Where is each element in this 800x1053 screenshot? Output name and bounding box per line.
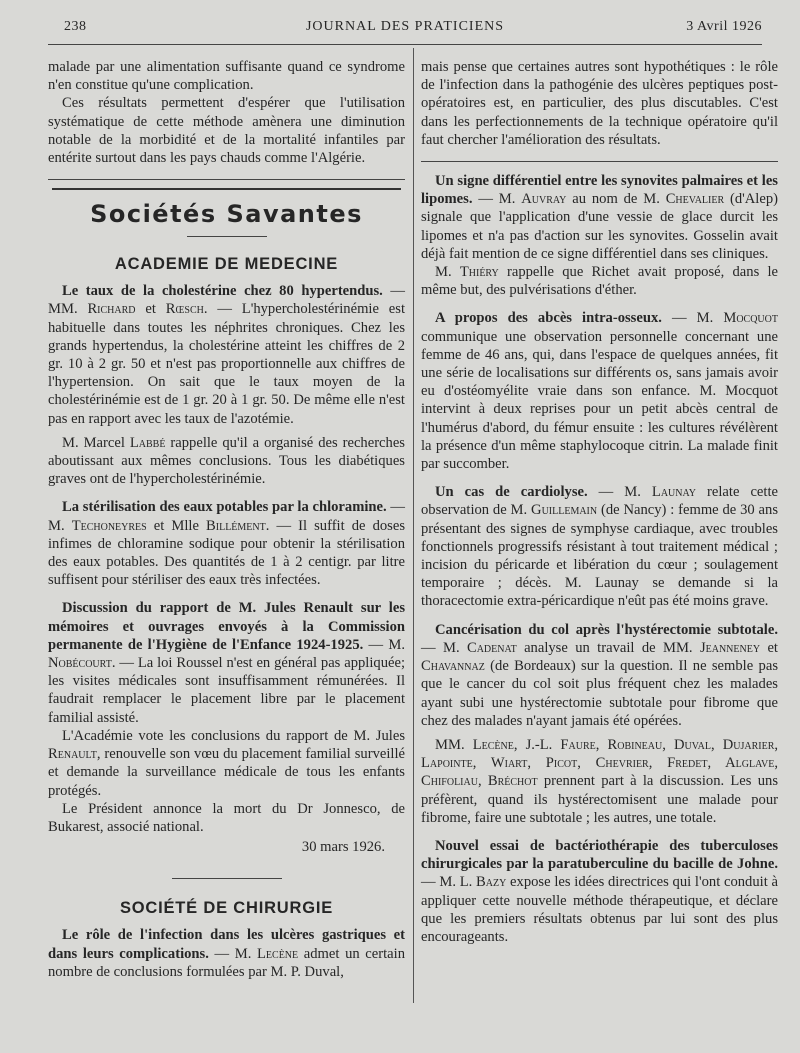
infection-continuation: mais pense que certaines autres sont hypothétiques : le rôle de l'infection dans la pathogénie des ulcères peptiques post-opératoires est, en particulier, des plus discutables. C'est dans les perfectionnements de la technique opératoire qu'il faut chercher l'amélioration des résultats. bbox=[421, 59, 778, 148]
author-name: Cadenat bbox=[466, 639, 517, 656]
chirurgie-rule bbox=[172, 878, 282, 879]
header-rule bbox=[48, 44, 762, 45]
author-name: Bazy bbox=[476, 874, 507, 891]
section-rule-thick bbox=[52, 188, 401, 190]
section-rule bbox=[48, 179, 405, 180]
author-name: Mocquot bbox=[723, 310, 778, 327]
discussion-paragraph-2: L'Académie vote les conclusions du rapport de M. Jules Renault, renouvelle son vœu du placement familial surveillé et demande la surveillance médicale de tous les enfants protégés. bbox=[48, 727, 405, 799]
author-name: Nobécourt bbox=[48, 655, 112, 672]
cardiolyse-article: Un cas de cardiolyse. — M. Launay relate cette observation de M. Guillemain (de Nancy) : femme de 30 ans présentant des signes de symphyse cardiaque, avec troubles fonctionnels progressifs résistant à tout traitement médical ; incision du péricarde et libération du cœur ; soulagement temporaire ; décès. M. Launay se demande si la thoracectomie extra-péricardique n'eût pas été moins grave. bbox=[421, 484, 779, 610]
author-name: Lecène bbox=[257, 945, 299, 962]
issue-date: 3 Avril 1926 bbox=[686, 19, 762, 34]
cancerisation-article: Cancérisation du col après l'hystérectomie subtotale. — M. Cadenat analyse un travail de MM. Jeanneney et Chavannaz (de Bordeaux) sur la question. Il ne semble pas que le cancer du col soit plus fréquent chez les malades ayant subi une hystérectomie subtotale pour fibrome que chez des malades n'ayant jamais été opérées. bbox=[421, 621, 778, 729]
author-name: Richard bbox=[87, 301, 136, 318]
article-title: Cancérisation du col après l'hystérectomie subtotale. bbox=[435, 621, 778, 638]
academie-heading: ACADEMIE DE MEDECINE bbox=[114, 255, 339, 274]
journal-title: JOURNAL DES PRATICIENS bbox=[305, 19, 505, 34]
article-title: Un signe différentiel entre les synovites palmaires et les lipomes. bbox=[421, 173, 778, 208]
column-divider bbox=[413, 48, 414, 1003]
infection-article: Le rôle de l'infection dans les ulcères gastriques et dans leurs complications. — M. Lecène admet un certain nombre de conclusions formulées par M. P. Duval, bbox=[48, 927, 405, 980]
author-name: Thiéry bbox=[459, 264, 499, 281]
article-rule bbox=[421, 161, 778, 162]
title-underline bbox=[187, 236, 267, 237]
article-title: Le rôle de l'infection dans les ulcères gastriques et dans leurs complications. bbox=[48, 927, 405, 962]
author-name: Guillemain bbox=[531, 502, 598, 519]
page-header bbox=[48, 14, 762, 44]
author-name: Launay bbox=[651, 484, 697, 501]
article-title: Le taux de la cholestérine chez 80 hypertendus. bbox=[62, 283, 383, 300]
page-number: 238 bbox=[64, 19, 87, 34]
article-title: Discussion du rapport de M. Jules Renault sur les mémoires et ouvrages envoyés à la Commission permanente de l'Hygiène de l'Enfance 1924-1925. bbox=[48, 600, 405, 653]
synovites-paragraph-2: M. Thiéry rappelle que Richet avait proposé, dans le même but, des pulvérisations d'éther. bbox=[421, 264, 778, 299]
author-name: Jeanneney bbox=[699, 639, 761, 656]
left-column bbox=[48, 58, 405, 981]
cancerisation-paragraph-2: MM. Lecène, J.-L. Faure, Robineau, Duval, Dujarier, Lapointe, Wiart, Picot, Chevrier, Fredet, Alglave, Chifoliau, Bréchot prennent part à la discussion. Les uns préfèrent, quand ils hystérectomisent une malade pour fibrome, faire une subtotale ; les autres, une totale. bbox=[421, 736, 779, 826]
chirurgie-heading: SOCIÉTÉ DE CHIRURGIE bbox=[119, 899, 334, 918]
author-name: Labbé bbox=[129, 434, 166, 451]
article-title: Nouvel essai de bactériothérapie des tuberculoses chirurgicales par la paratuberculine du bacille de Johne. bbox=[421, 837, 778, 873]
intro-paragraph-1: malade par une alimentation suffisante quand ce syndrome n'en constitue qu'une complication. bbox=[48, 59, 405, 94]
discussion-article: Discussion du rapport de M. Jules Renault sur les mémoires et ouvrages envoyés à la Commission permanente de l'Hygiène de l'Enfance 1924-1925. — M. Nobécourt. — La loi Roussel n'est en général pas appliquée; les visites médicales sont insuffisamment rémunérées. Il faudrait remplacer le placement libre par le placement familial assisté. bbox=[48, 600, 406, 726]
author-name: Renault bbox=[48, 746, 97, 763]
author-names: Lecène, J.-L. Faure, Robineau, Duval, Dujarier, Lapointe, Wiart, Picot, Chevrier, Fredet, Alglave, Chifoliau, Bréchot bbox=[421, 736, 779, 790]
section-title: Sociétés Savantes bbox=[90, 200, 363, 229]
synovites-article: Un signe différentiel entre les synovites palmaires et les lipomes. — M. Auvray au nom de M. Chevalier (d'Alep) signale que l'application d'une vessie de glace durcit les lipomes et n'a pas d'action sur les synovites. Gosselin avait déjà fait mention de ce signe différentiel dans ses cliniques. bbox=[421, 173, 778, 262]
discussion-paragraph-3: Le Président annonce la mort du Dr Jonnesco, de Bukarest, associé national. bbox=[48, 800, 405, 835]
author-name: Techoneyres bbox=[71, 517, 147, 534]
abces-article: A propos des abcès intra-osseux. — M. Mocquot communique une observation personnelle concernant une femme de 46 ans, qui, dans l'espace de quelques années, fit une série de localisations sur différents os, sans jamais avoir eu d'ostéomyélite vraie dans son enfance. M. Mocquot intervint à deux reprises pour un petit abcès central de l'humérus d'abord, du fémur ensuite : les cultures révélèrent la présence d'un même staphylocoque citrin. La malade finit par succomber. bbox=[421, 310, 778, 473]
intro-paragraph-2: Ces résultats permettent d'espérer que l'utilisation systématique de cette méthode amènera une diminution notable de la morbidité et de la mortalité infantiles par entérite surtout dans les pays chauds comme l'Algérie. bbox=[48, 95, 405, 167]
cholesterine-paragraph-2: M. Marcel Labbé rappelle qu'il a organisé des recherches aboutissant aux mêmes conclusions. Tous les diabétiques graves ont de l'hypercholestérinémie. bbox=[48, 434, 405, 488]
author-name: Rœsch bbox=[165, 301, 204, 318]
bacteriotherapie-article: Nouvel essai de bactériothérapie des tuberculoses chirurgicales par la paratuberculine du bacille de Johne. — M. L. Bazy expose les idées directrices qui l'ont conduit à appliquer cette nouvelle méthode thérapeutique, et déclare que les premiers résultats obtenus par lui sont des plus encourageants. bbox=[421, 837, 778, 945]
session-date: 30 mars 1926. bbox=[301, 839, 385, 856]
right-column bbox=[421, 58, 778, 946]
author-name: Chevalier bbox=[665, 191, 725, 208]
cholesterine-article: Le taux de la cholestérine chez 80 hypertendus. — MM. Richard et Rœsch. — L'hypercholestérinémie est habituelle dans toutes les néphrites chroniques. Chez les grands hypertendus, la cholestérine atteint les chiffres de 2 gr. 10 à 2 gr. 50 et n'est pas proportionnelle aux chiffres de l'hypertension. On sait que le taux moyen de la cholestérinémie est de 1 gr. 20 à 1 gr. 50. De même elle n'est pas en rapport avec les taux de l'azotémie. bbox=[48, 283, 406, 427]
sterilisation-article: La stérilisation des eaux potables par la chloramine. — M. Techoneyres et Mlle Billément. — Il suffit de doses infimes de chloramine sodique pour obtenir la stérilisation des eaux potables. Des quantités de 1 à 2 centigr. par litre suffisent pour stériliser des eaux très infectées. bbox=[48, 499, 405, 589]
article-title: A propos des abcès intra-osseux. bbox=[435, 310, 662, 327]
author-name: Billément bbox=[206, 517, 266, 534]
author-name: Chavannaz bbox=[421, 658, 485, 675]
author-name: Auvray bbox=[521, 191, 567, 208]
article-title: La stérilisation des eaux potables par la chloramine. bbox=[62, 499, 387, 516]
article-title: Un cas de cardiolyse. bbox=[435, 484, 588, 501]
